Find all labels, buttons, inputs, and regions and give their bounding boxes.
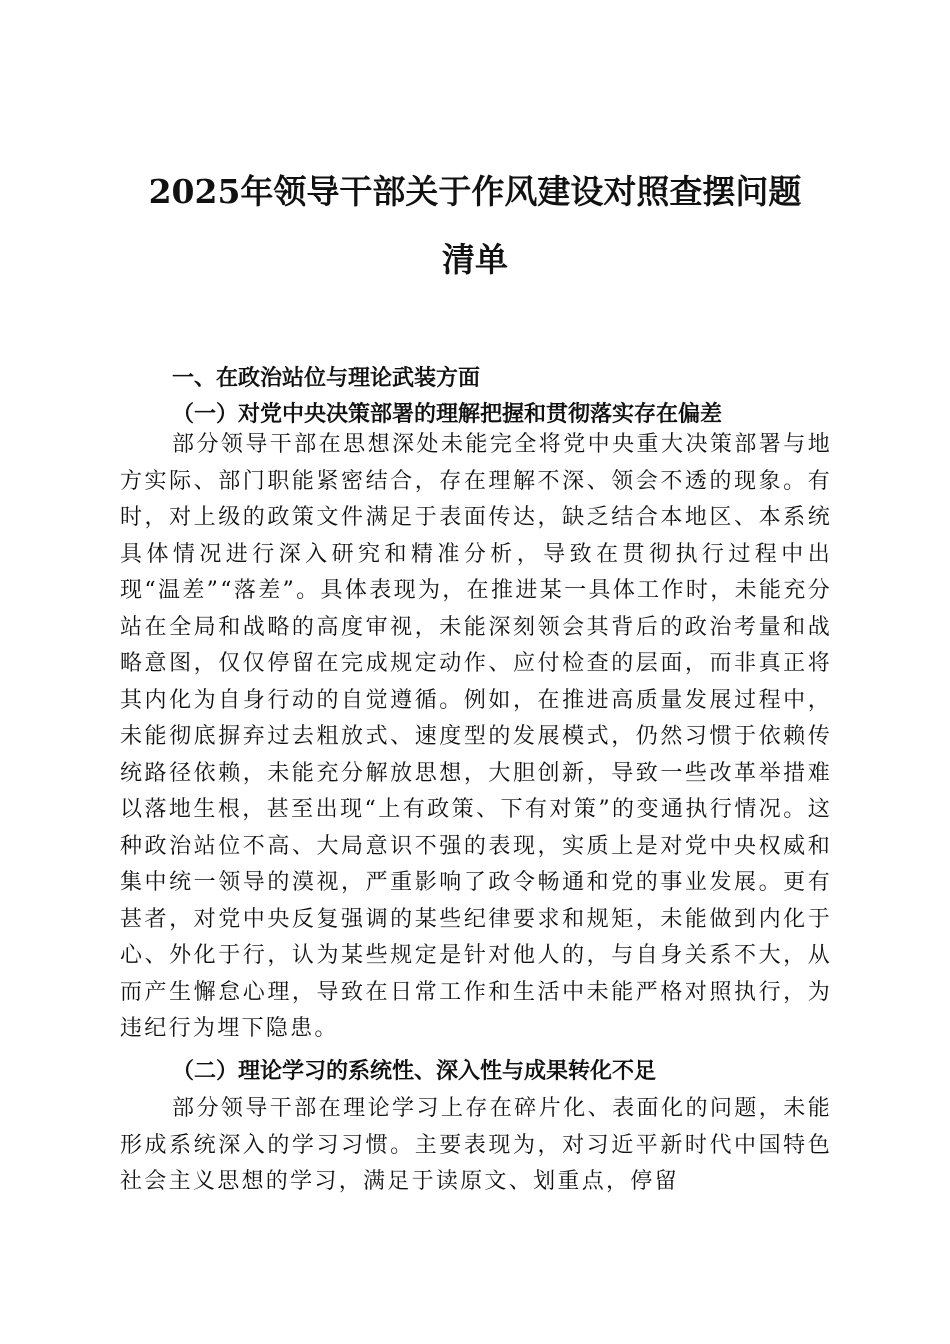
subsection-heading-2: （二）理论学习的系统性、深入性与成果转化不足: [172, 1058, 657, 1084]
section-heading-1: 一、在政治站位与理论武装方面: [172, 366, 481, 391]
subsection-heading-1: （一）对党中央决策部署的理解把握和贯彻落实存在偏差: [172, 401, 723, 427]
body-paragraph-2: 部分领导干部在理论学习上存在碎片化、表面化的问题，未能形成系统深入的学习习惯。主要表现为，对习近平新时代中国特色社会主义思想的学习，满足于读原文、划重点，停留: [120, 1096, 832, 1194]
document-title-line-2: 清单: [442, 240, 508, 279]
document-title-line-1: 2025年领导干部关于作风建设对照查摆问题: [148, 172, 802, 211]
body-paragraph-1: 部分领导干部在思想深处未能完全将党中央重大决策部署与地方实际、部门职能紧密结合，存在理解不深、领会不透的现象。有时，对上级的政策文件满足于表面传达，缺乏结合本地区、本系统具体情况进行深入研究和精准分析，导致在贯彻执行过程中出现“温差”“落差”。具体表现为，在推进某一具体工作时，未能充分站在全局和战略的高度审视，未能深刻领会其背后的政治考量和战略意图，仅仅停留在完成规定动作、应付检查的层面，而非真正将其内化为自身行动的自觉遵循。例如，在推进高质量发展过程中，未能彻底摒弃过去粗放式、速度型的发展模式，仍然习惯于依赖传统路径依赖，未能充分解放思想，大胆创新，导致一些改革举措难以落地生根，甚至出现“上有政策、下有对策”的变通执行情况。这种政治站位不高、大局意识不强的表现，实质上是对党中央权威和集中统一领导的漠视，严重影响了政令畅通和党的事业发展。更有甚者，对党中央反复强调的某些纪律要求和规矩，未能做到内化于心、外化于行，认为某些规定是针对他人的，与自身关系不大，从而产生懈怠心理，导致在日常工作和生活中未能严格对照执行，为违纪行为埋下隐患。: [120, 432, 832, 1041]
